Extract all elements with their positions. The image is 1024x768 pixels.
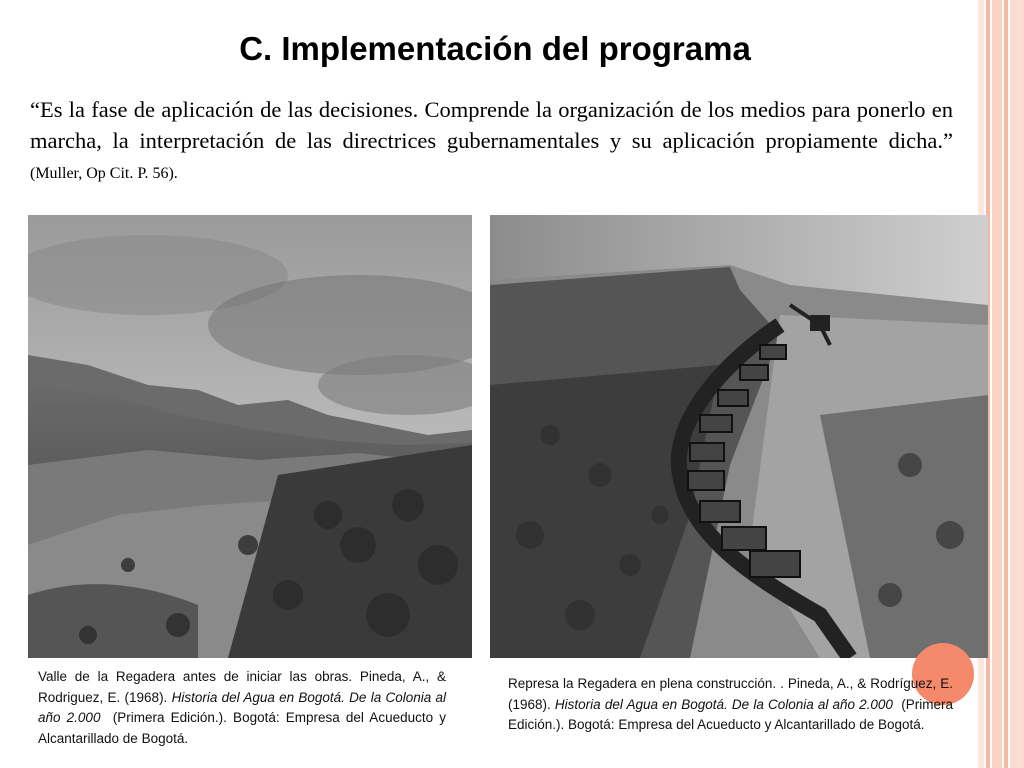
quote-text: “Es la fase de aplicación de las decisiones. Comprende la organización de los medios para ponerlo en marcha, la interpretación de las directrices gubernamentales y su aplicación propiamente dicha.” <box>30 97 953 153</box>
left-caption-book-title: Historia del Agua en Bogotá. De la Colonia al año 2.000 <box>38 689 446 725</box>
left-caption-publisher: (Primera Edición.). Bogotá: Empresa del Acueducto y Alcantarillado de Bogotá. <box>38 710 446 746</box>
valley-photo <box>28 215 472 658</box>
stripe-5 <box>1010 0 1024 768</box>
right-caption-book-title: Historia del Agua en Bogotá. De la Colonia al año 2.000 <box>554 696 893 712</box>
page-title: C. Implementación del programa <box>239 30 751 67</box>
right-caption-publisher: (Primera Edición.). Bogotá: Empresa del Acueducto y Alcantarillado de Bogotá. <box>508 696 953 732</box>
left-photo-caption <box>38 667 446 749</box>
quote-citation: (Muller, Op Cit. P. 56). <box>30 165 178 182</box>
right-caption-text: Represa la Regadera en plena construcción. . Pineda, A., & Rodríguez, E. (1968). <box>508 676 953 712</box>
left-caption-text: Valle de la Regadera antes de iniciar las obras. Pineda, A., & Rodriguez, E. (1968). <box>38 669 446 705</box>
right-photo-caption <box>508 674 953 736</box>
dam-construction-photo <box>490 215 988 658</box>
quote-paragraph <box>30 95 953 190</box>
stripe-4 <box>1004 0 1008 768</box>
stripe-3 <box>992 0 1002 768</box>
